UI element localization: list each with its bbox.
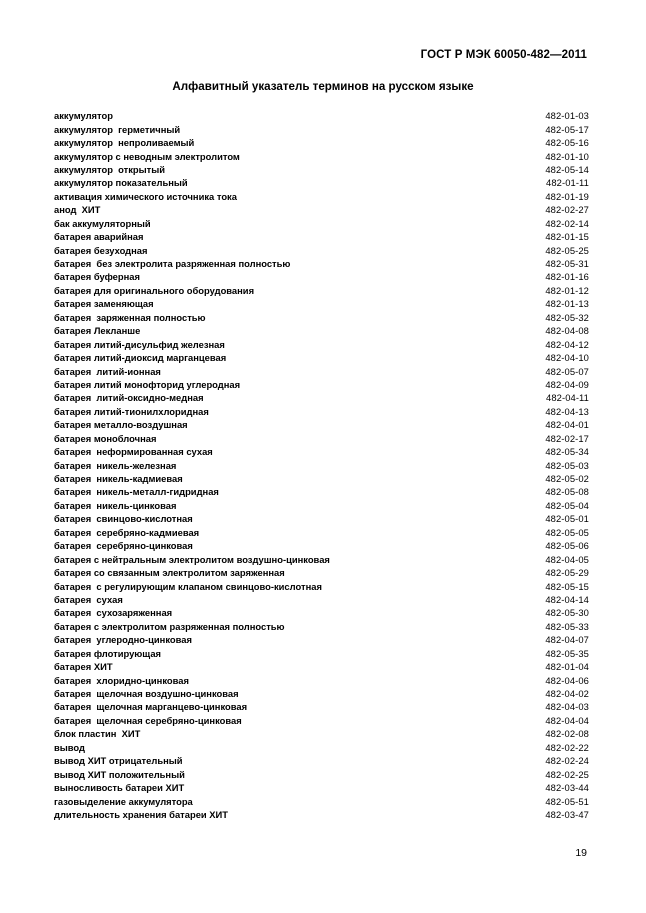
- term-code: 482-05-25: [545, 244, 589, 256]
- term-name: батарея с электролитом разряженная полностью: [54, 620, 285, 632]
- term-row: [54, 311, 589, 324]
- term-row: [54, 364, 589, 377]
- term-code: 482-04-08: [545, 325, 589, 337]
- term-name: аккумулятор открытый: [54, 163, 166, 175]
- term-row: [54, 714, 589, 727]
- term-name: вывод ХИТ положительный: [54, 768, 185, 780]
- term-code: 482-01-15: [545, 231, 589, 243]
- term-row: [54, 163, 589, 176]
- term-row: [54, 418, 589, 431]
- term-code: 482-04-06: [545, 674, 589, 686]
- term-name: батарея никель-кадмиевая: [54, 473, 183, 485]
- term-name: батарея с нейтральным электролитом воздушно-цинковая: [54, 553, 330, 565]
- term-code: 482-05-29: [545, 567, 589, 579]
- term-row: [54, 337, 589, 350]
- term-name: вывод: [54, 741, 85, 753]
- term-name: бак аккумуляторный: [54, 217, 151, 229]
- term-row: [54, 122, 589, 135]
- term-code: 482-05-06: [545, 540, 589, 552]
- term-name: вывод ХИТ отрицательный: [54, 755, 183, 767]
- term-name: анод ХИТ: [54, 204, 101, 216]
- term-row: [54, 512, 589, 525]
- term-name: аккумулятор: [54, 110, 113, 122]
- term-name: батарея Лекланше: [54, 325, 141, 337]
- section-title: Алфавитный указатель терминов на русском языке: [172, 80, 474, 93]
- term-code: 482-02-14: [545, 217, 589, 229]
- term-row: [54, 230, 589, 243]
- term-code: 482-05-34: [545, 446, 589, 458]
- term-code: 482-04-09: [545, 378, 589, 390]
- term-name: блок пластин ХИТ: [54, 728, 141, 740]
- term-code: 482-04-03: [545, 701, 589, 713]
- term-row: [54, 700, 589, 713]
- term-row: [54, 378, 589, 391]
- term-row: [54, 552, 589, 565]
- term-code: 482-04-12: [545, 338, 589, 350]
- term-row: [54, 741, 589, 754]
- term-row: [54, 109, 589, 122]
- term-name: батарея литий-тионилхлоридная: [54, 405, 209, 417]
- term-row: [54, 324, 589, 337]
- term-code: 482-02-24: [545, 755, 589, 767]
- term-row: [54, 808, 589, 821]
- term-code: 482-04-05: [545, 553, 589, 565]
- term-name: батарея литий-ионная: [54, 365, 161, 377]
- term-code: 482-04-13: [545, 405, 589, 417]
- term-code: 482-04-07: [545, 634, 589, 646]
- term-name: батарея металло-воздушная: [54, 419, 188, 431]
- term-row: [54, 687, 589, 700]
- term-name: батарея без электролита разряженная полностью: [54, 258, 291, 270]
- term-code: 482-05-08: [545, 486, 589, 498]
- term-code: 482-05-02: [545, 473, 589, 485]
- term-row: [54, 405, 589, 418]
- term-name: батарея со связанным электролитом заряженная: [54, 567, 285, 579]
- term-code: 482-01-04: [545, 661, 589, 673]
- term-code: 482-05-30: [545, 607, 589, 619]
- term-code: 482-05-14: [545, 163, 589, 175]
- term-row: [54, 257, 589, 270]
- term-name: батарея щелочная воздушно-цинковая: [54, 688, 239, 700]
- term-row: [54, 673, 589, 686]
- term-code: 482-05-05: [545, 526, 589, 538]
- term-code: 482-01-12: [545, 284, 589, 296]
- term-row: [54, 781, 589, 794]
- term-row: [54, 270, 589, 283]
- term-code: 482-05-16: [545, 137, 589, 149]
- term-name: батарея никель-железная: [54, 459, 177, 471]
- term-row: [54, 284, 589, 297]
- term-code: 482-01-16: [545, 271, 589, 283]
- term-name: длительность хранения батареи ХИТ: [54, 808, 229, 820]
- term-name: газовыделение аккумулятора: [54, 795, 193, 807]
- term-row: [54, 458, 589, 471]
- term-row: [54, 351, 589, 364]
- term-row: [54, 203, 589, 216]
- term-name: батарея сухая: [54, 593, 123, 605]
- term-name: активация химического источника тока: [54, 190, 237, 202]
- term-index-list: [54, 109, 589, 821]
- term-code: 482-01-10: [545, 150, 589, 162]
- term-code: 482-01-11: [546, 177, 589, 189]
- term-row: [54, 660, 589, 673]
- term-name: батарея буферная: [54, 271, 140, 283]
- term-name: батарея серебряно-цинковая: [54, 540, 193, 552]
- term-name: батарея ХИТ: [54, 661, 113, 673]
- term-row: [54, 767, 589, 780]
- term-row: [54, 432, 589, 445]
- term-name: батарея хлоридно-цинковая: [54, 674, 189, 686]
- term-row: [54, 217, 589, 230]
- term-code: 482-01-19: [545, 190, 589, 202]
- term-row: [54, 485, 589, 498]
- term-row: [54, 633, 589, 646]
- term-name: батарея никель-цинковая: [54, 499, 177, 511]
- term-name: батарея неформированная сухая: [54, 446, 213, 458]
- term-name: батарея литий-диоксид марганцевая: [54, 352, 227, 364]
- term-name: аккумулятор непроливаемый: [54, 137, 195, 149]
- term-code: 482-01-13: [545, 298, 589, 310]
- term-code: 482-02-27: [545, 204, 589, 216]
- term-row: [54, 445, 589, 458]
- term-row: [54, 149, 589, 162]
- term-code: 482-02-08: [545, 728, 589, 740]
- term-row: [54, 539, 589, 552]
- term-name: аккумулятор показательный: [54, 177, 188, 189]
- term-code: 482-04-10: [545, 352, 589, 364]
- term-name: батарея сухозаряженная: [54, 607, 173, 619]
- term-code: 482-01-03: [545, 110, 589, 122]
- term-row: [54, 647, 589, 660]
- term-row: [54, 620, 589, 633]
- term-name: батарея аварийная: [54, 231, 144, 243]
- term-code: 482-05-31: [545, 258, 589, 270]
- term-row: [54, 243, 589, 256]
- term-code: 482-03-44: [545, 782, 589, 794]
- term-name: батарея литий монофторид углеродная: [54, 378, 241, 390]
- term-row: [54, 472, 589, 485]
- term-code: 482-05-07: [545, 365, 589, 377]
- term-code: 482-04-04: [545, 714, 589, 726]
- term-row: [54, 391, 589, 404]
- term-row: [54, 593, 589, 606]
- term-row: [54, 606, 589, 619]
- term-name: батарея с регулирующим клапаном свинцово-кислотная: [54, 580, 322, 592]
- term-code: 482-05-15: [545, 580, 589, 592]
- term-row: [54, 297, 589, 310]
- term-row: [54, 136, 589, 149]
- term-name: батарея моноблочная: [54, 432, 157, 444]
- term-row: [54, 499, 589, 512]
- term-name: батарея для оригинального оборудования: [54, 284, 255, 296]
- term-code: 482-05-17: [545, 123, 589, 135]
- term-row: [54, 190, 589, 203]
- term-name: выносливость батареи ХИТ: [54, 782, 185, 794]
- term-code: 482-04-01: [545, 419, 589, 431]
- term-name: батарея литий-дисульфид железная: [54, 338, 225, 350]
- term-code: 482-02-25: [545, 768, 589, 780]
- term-name: батарея заменяющая: [54, 298, 154, 310]
- term-name: аккумулятор герметичный: [54, 123, 181, 135]
- term-code: 482-02-17: [545, 432, 589, 444]
- document-standard-header: ГОСТ Р МЭК 60050-482—2011: [420, 49, 587, 61]
- term-name: батарея заряженная полностью: [54, 311, 206, 323]
- term-code: 482-05-32: [545, 311, 589, 323]
- term-code: 482-04-11: [546, 392, 589, 404]
- term-code: 482-02-22: [545, 741, 589, 753]
- term-row: [54, 176, 589, 189]
- term-code: 482-05-35: [545, 647, 589, 659]
- term-row: [54, 579, 589, 592]
- term-row: [54, 754, 589, 767]
- term-name: батарея углеродно-цинковая: [54, 634, 192, 646]
- page-number: 19: [575, 847, 587, 859]
- term-code: 482-04-02: [545, 688, 589, 700]
- term-name: аккумулятор с неводным электролитом: [54, 150, 240, 162]
- term-row: [54, 566, 589, 579]
- term-code: 482-05-03: [545, 459, 589, 471]
- term-code: 482-05-33: [545, 620, 589, 632]
- term-name: батарея щелочная марганцево-цинковая: [54, 701, 248, 713]
- term-name: батарея флотирующая: [54, 647, 162, 659]
- term-name: батарея серебряно-кадмиевая: [54, 526, 200, 538]
- term-name: батарея щелочная серебряно-цинковая: [54, 714, 242, 726]
- term-row: [54, 727, 589, 740]
- term-code: 482-05-04: [545, 499, 589, 511]
- term-code: 482-04-14: [545, 593, 589, 605]
- term-name: батарея свинцово-кислотная: [54, 513, 193, 525]
- term-code: 482-05-51: [545, 795, 589, 807]
- term-name: батарея литий-оксидно-медная: [54, 392, 204, 404]
- term-code: 482-05-01: [545, 513, 589, 525]
- term-name: батарея никель-металл-гидридная: [54, 486, 219, 498]
- term-row: [54, 526, 589, 539]
- term-row: [54, 794, 589, 807]
- term-name: батарея безуходная: [54, 244, 148, 256]
- term-code: 482-03-47: [545, 808, 589, 820]
